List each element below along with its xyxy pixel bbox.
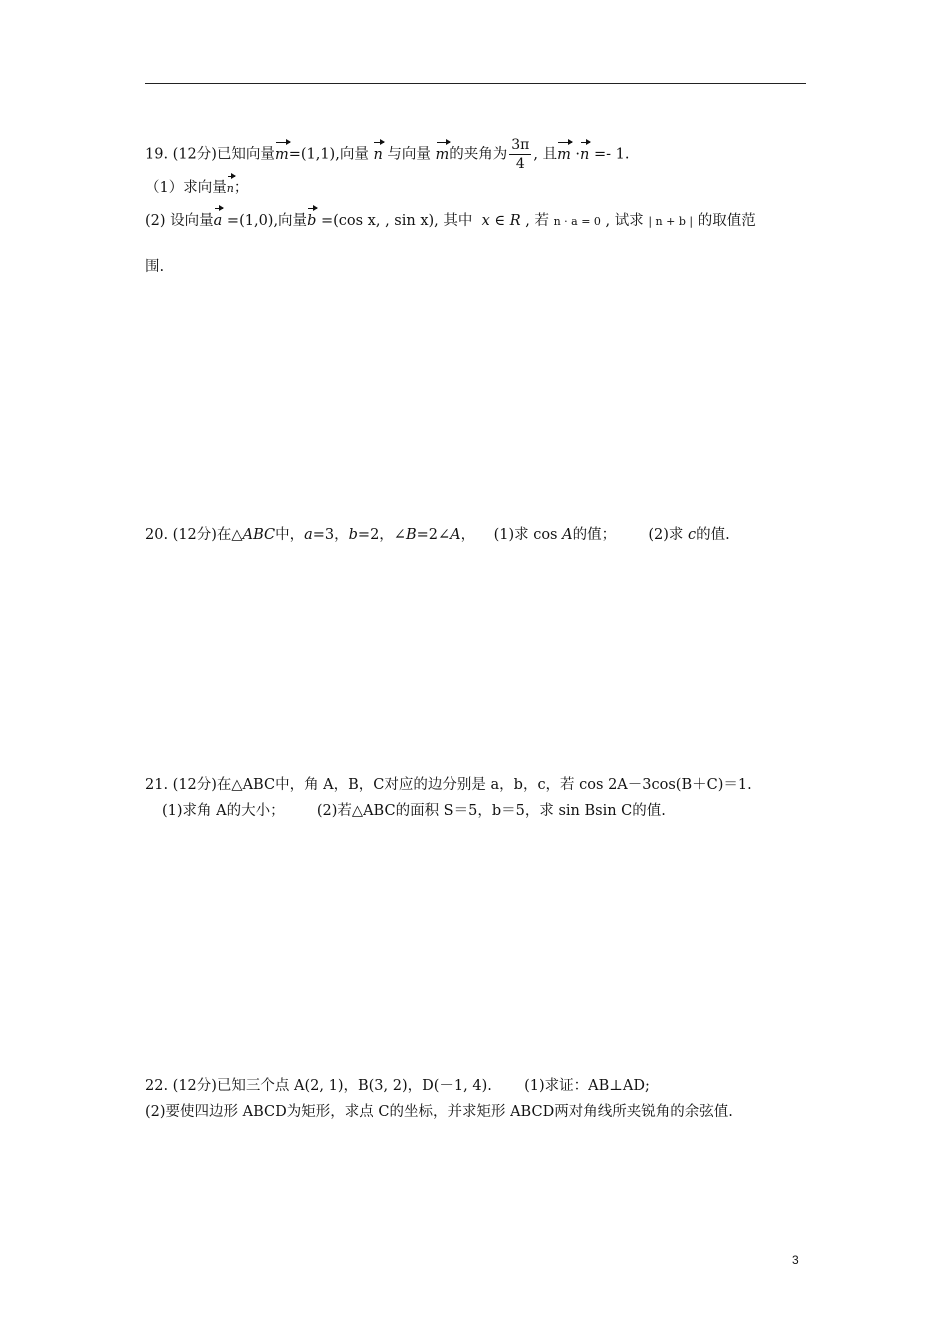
magnitude-expression: | n + b | (648, 215, 694, 228)
problem-22-line-2: (2)要使四边形 ABCD为矩形，求点 C的坐标，并求矩形 ABCD两对角线所夹锐角的余弦值. (145, 1104, 733, 1120)
problem-19-head: 19. (12分)已知向量 (145, 146, 275, 163)
problem-20: 20. (12分)在△ABC中，a=3，b=2，∠B=2∠A， (1)求 cos A的值； (2)求 c的值. (145, 527, 730, 543)
vector-n: n (373, 141, 382, 165)
vector-m-2: m (436, 141, 450, 165)
vector-a: a (214, 207, 223, 231)
problem-19-line-1: 19. (12分)已知向量m=(1,1),向量 n 与向量 m的夹角为 $\frac{3\pi}{4}$ , 且m ·n =- 1. (145, 137, 630, 172)
problem-19-part-1: （1）求向量n； (145, 175, 248, 199)
vector-b: b (307, 207, 316, 231)
fraction-3pi-over-4: $\frac{3\pi}{4}$ (511, 137, 530, 172)
problem-19-part-2-cont: 围. (145, 259, 165, 275)
dot-product-condition: n · a = 0 (553, 215, 601, 228)
problem-19-part-2: (2) 设向量a =(1,0),向量b =(cos x, , sin x), 其中 x ∈ R , 若 n · a = 0 , 试求 | n + b | 的取值范 (145, 207, 756, 232)
problem-22-line-1: 22. (12分)已知三个点 A(2, 1)，B(3, 2)，D(－1, 4). (1)求证：AB⊥AD; (145, 1078, 650, 1094)
vector-n-2: n (580, 141, 589, 165)
vector-m-3: m (557, 141, 571, 165)
page-number: 3 (792, 1253, 799, 1267)
problem-21-line-1: 21. (12分)在△ABC中，角 A，B，C对应的边分别是 a，b，c，若 cos 2A－3cos(B＋C)＝1. (145, 777, 752, 793)
vector-m: m (275, 141, 289, 165)
problem-21-line-2: (1)求角 A的大小； (2)若△ABC的面积 S＝5，b＝5，求 sin Bsin C的值. (162, 803, 666, 819)
vector-n-3: n (227, 175, 234, 199)
header-rule (145, 83, 806, 84)
